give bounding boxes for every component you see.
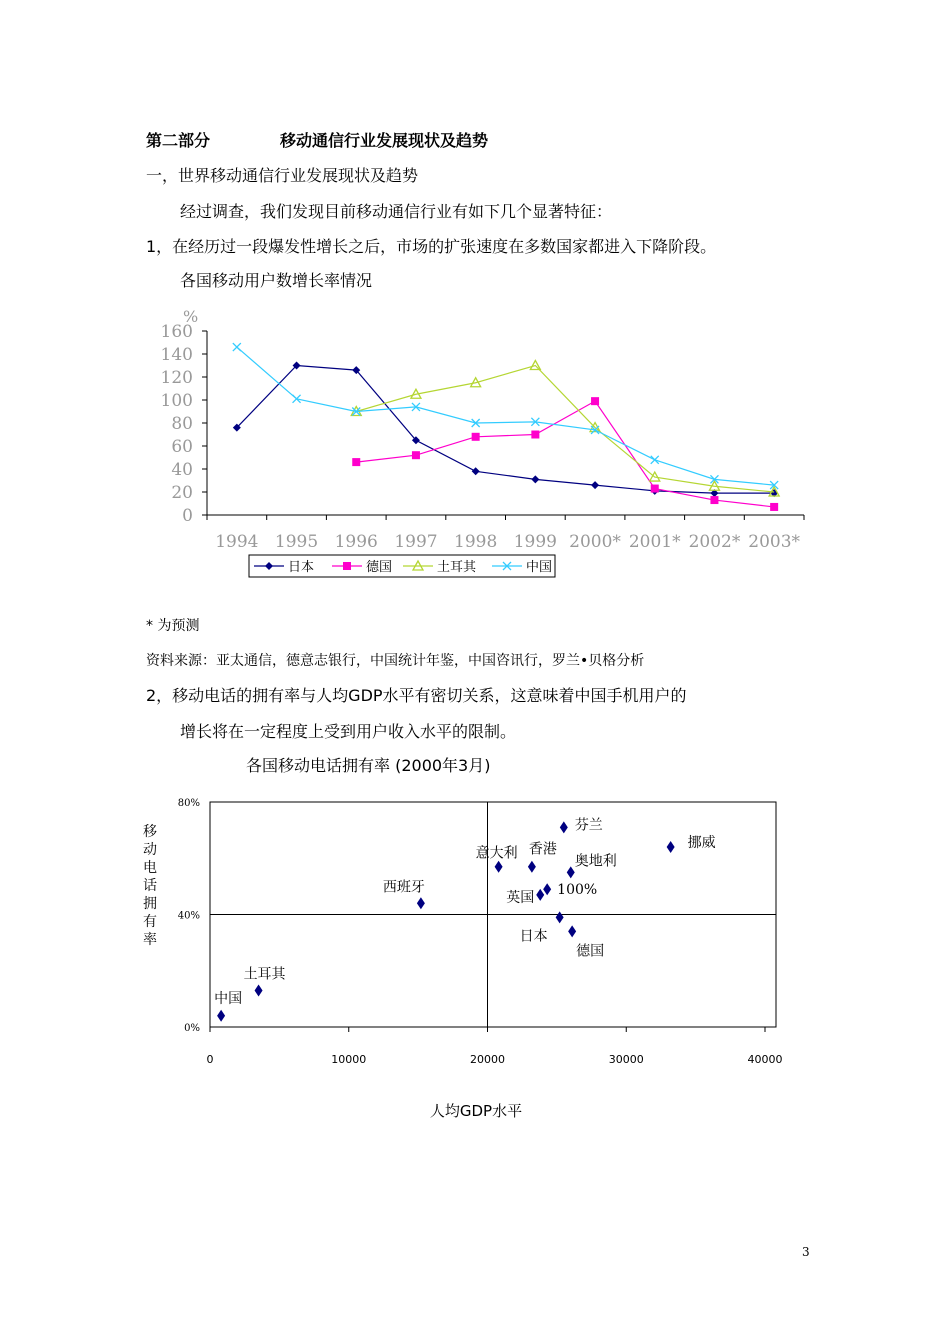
scatter-point-label: 日本	[519, 928, 548, 945]
intro-paragraph: 经过调查，我们发现目前移动通信行业有如下几个显著特征：	[180, 202, 613, 221]
scatter-point-label: 德国	[576, 943, 605, 960]
legend-swatch-marker	[343, 562, 351, 570]
scatter-y-tick-label: 0%	[184, 1023, 200, 1034]
line-chart-y-tick-label: 120	[160, 368, 193, 388]
scatter-point-label: 挪威	[687, 835, 716, 851]
data-point	[531, 431, 539, 439]
scatter-point-label: 英国	[506, 889, 535, 906]
data-point	[472, 467, 480, 475]
data-point	[591, 397, 599, 405]
scatter-point-label: 意大利	[475, 845, 518, 862]
scatter-x-tick-label: 30000	[608, 1053, 644, 1066]
scatter-point-label: 西班牙	[382, 879, 425, 896]
scatter-x-tick-label: 0	[206, 1053, 214, 1066]
data-point	[472, 433, 480, 441]
data-point	[233, 343, 241, 351]
line-chart-y-tick-label: 40	[171, 460, 193, 480]
scatter-point	[568, 925, 576, 937]
scatter-chart-title: 各国移动电话拥有率 (2000年3月)	[246, 756, 491, 775]
series-line	[356, 366, 774, 493]
line-chart-y-tick-label: 60	[171, 437, 193, 457]
legend-label: 德国	[366, 560, 393, 575]
line-chart-x-tick-label: 1998	[454, 532, 498, 552]
data-point	[710, 496, 718, 504]
line-chart-title: 各国移动用户数增长率情况	[180, 271, 373, 290]
scatter-point	[536, 889, 544, 901]
scatter-point-label: 奥地利	[574, 853, 617, 870]
legend-label: 日本	[288, 560, 315, 575]
scatter-annotation: 100%	[557, 882, 598, 899]
line-chart	[0, 0, 950, 600]
point-1: 1，在经历过一段爆发性增长之后，市场的扩张速度在多数国家都进入下降阶段。	[146, 237, 717, 256]
scatter-point	[543, 883, 551, 895]
heading-1: 一，世界移动通信行业发展现状及趋势	[146, 166, 419, 185]
line-chart-series-2	[351, 361, 779, 497]
scatter-point-label: 芬兰	[574, 817, 603, 834]
scatter-x-tick-label: 20000	[470, 1053, 505, 1066]
series-line	[237, 347, 774, 485]
data-point	[591, 481, 599, 489]
line-chart-x-tick-label: 1997	[394, 532, 438, 552]
scatter-chart	[0, 780, 950, 1140]
scatter-point	[417, 897, 425, 909]
source-note: 资料来源：亚太通信，德意志银行，中国统计年鉴，中国咨讯行，罗兰•贝格分析	[146, 653, 645, 669]
scatter-x-axis-label: 人均GDP水平	[429, 1102, 523, 1120]
section-part: 第二部分	[146, 131, 211, 150]
legend-label: 土耳其	[437, 560, 477, 575]
scatter-point	[667, 841, 675, 853]
section-title: 移动通信行业发展现状及趋势	[280, 131, 489, 150]
line-chart-y-unit: %	[183, 307, 199, 326]
line-chart-x-tick-label: 1999	[513, 532, 557, 552]
line-chart-y-tick-label: 80	[171, 414, 193, 434]
scatter-y-tick-label: 80%	[177, 798, 200, 809]
scatter-point	[528, 861, 536, 873]
line-chart-x-tick-label: 2000*	[569, 532, 621, 552]
scatter-y-axis-label: 移动电话拥有率	[143, 824, 157, 948]
line-chart-y-tick-label: 160	[160, 322, 193, 342]
line-chart-y-tick-label: 0	[182, 506, 193, 526]
line-chart-y-tick-label: 20	[171, 483, 193, 503]
scatter-point	[567, 866, 575, 878]
scatter-point	[560, 821, 568, 833]
data-point	[412, 451, 420, 459]
data-point	[651, 456, 659, 464]
page-number: 3	[802, 1245, 810, 1259]
line-chart-y-tick-label: 140	[160, 345, 193, 365]
point-2-line-2: 增长将在一定程度上受到用户收入水平的限制。	[180, 722, 517, 741]
line-chart-x-tick-label: 2002*	[688, 532, 741, 552]
line-chart-x-tick-label: 2003*	[748, 532, 801, 552]
line-chart-x-tick-label: 1996	[334, 532, 378, 552]
scatter-point-label: 中国	[214, 990, 243, 1007]
line-chart-series-0	[233, 362, 778, 498]
line-chart-x-tick-label: 2001*	[628, 532, 681, 552]
series-line	[237, 366, 774, 494]
forecast-note: * 为预测	[146, 618, 200, 634]
scatter-x-tick-label: 10000	[331, 1053, 367, 1066]
scatter-point-label: 土耳其	[243, 966, 286, 983]
scatter-x-tick-label: 40000	[747, 1053, 783, 1066]
line-chart-x-tick-label: 1995	[274, 532, 319, 552]
scatter-point-label: 香港	[528, 841, 557, 858]
line-chart-x-tick-label: 1994	[215, 532, 259, 552]
data-point	[651, 485, 659, 493]
scatter-point	[255, 984, 263, 996]
data-point	[531, 475, 539, 483]
scatter-point	[556, 911, 564, 923]
data-point	[352, 458, 360, 466]
scatter-y-tick-label: 40%	[177, 910, 200, 922]
scatter-point	[217, 1010, 225, 1022]
line-chart-y-tick-label: 100	[160, 391, 193, 411]
data-point	[770, 503, 778, 511]
legend-label: 中国	[526, 560, 553, 575]
line-chart-series-3	[233, 343, 778, 489]
point-2-line-1: 2，移动电话的拥有率与人均GDP水平有密切关系，这意味着中国手机用户的	[146, 686, 687, 705]
scatter-point	[495, 861, 503, 873]
